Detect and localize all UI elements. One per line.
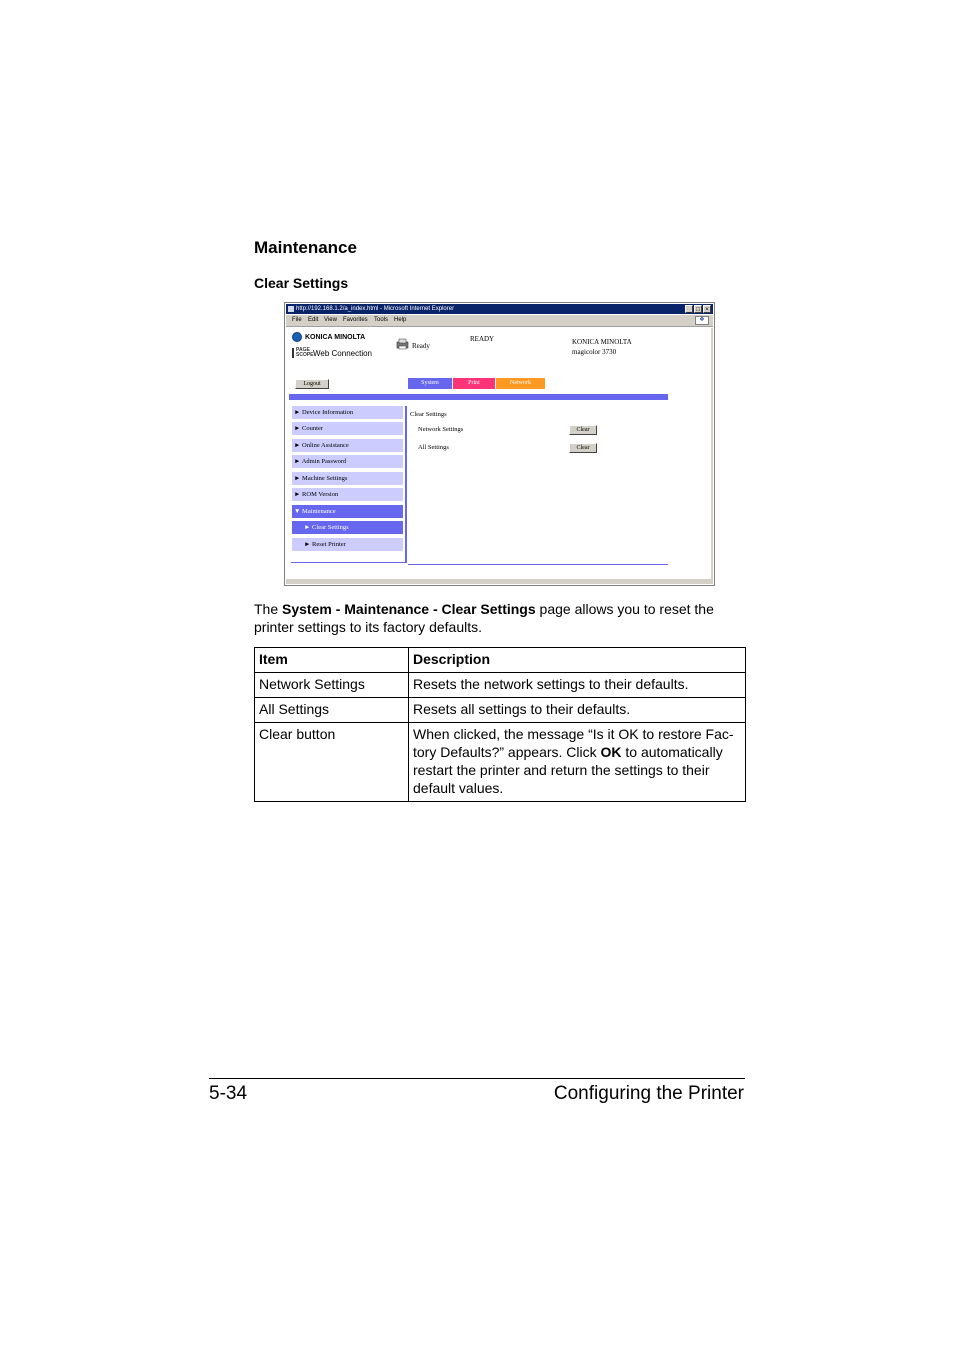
table-row bbox=[255, 698, 746, 723]
browser-statusbar bbox=[286, 579, 713, 584]
close-icon[interactable]: × bbox=[703, 305, 711, 313]
subsection-heading: Clear Settings bbox=[254, 275, 349, 291]
header-description: Description bbox=[409, 648, 746, 673]
browser-screenshot bbox=[284, 302, 715, 586]
menu-tools[interactable]: Tools bbox=[374, 317, 389, 323]
minimize-icon[interactable]: _ bbox=[685, 305, 693, 313]
sidebar-item-machine-settings[interactable]: ► Machine Settings bbox=[292, 472, 403, 485]
status-ready-small: Ready bbox=[412, 342, 430, 350]
cell-description: Resets the network settings to their defaults. bbox=[409, 673, 746, 698]
menu-bar bbox=[286, 315, 713, 327]
cell-item: All Settings bbox=[255, 698, 409, 723]
menu-edit[interactable]: Edit bbox=[308, 317, 319, 323]
cell-item: Clear button bbox=[255, 723, 409, 802]
sidebar-item-clear-settings[interactable]: ► Clear Settings bbox=[292, 521, 403, 534]
window-title: http://192.168.1.2/a_index.html - Microsoft Internet Explorer bbox=[296, 306, 455, 312]
clear-all-settings-button[interactable]: Clear bbox=[569, 443, 597, 453]
sidebar-item-rom-version[interactable]: ► ROM Version bbox=[292, 488, 403, 501]
sidebar-item-reset-printer[interactable]: ► Reset Printer bbox=[292, 538, 403, 551]
content-bottom-divider bbox=[408, 564, 668, 565]
header-item: Item bbox=[255, 648, 409, 673]
logout-button[interactable]: Logout bbox=[295, 379, 329, 389]
pagescope-mark: PAGE SCOPE bbox=[292, 348, 310, 358]
window-titlebar bbox=[286, 304, 713, 314]
header-divider-bar bbox=[289, 394, 668, 400]
sidebar-item-device-information[interactable]: ► Device Information bbox=[292, 406, 403, 419]
web-connection-logo: PAGE SCOPE Web Connection bbox=[292, 348, 372, 358]
tab-network[interactable]: Network bbox=[496, 378, 545, 389]
cell-description: When clicked, the message “Is it OK to restore Fac-tory Defaults?” appears. Click OK to automatically restart the printer and return the settings to their default values. bbox=[409, 723, 746, 802]
ie-icon bbox=[288, 306, 294, 312]
menu-help[interactable]: Help bbox=[394, 317, 407, 323]
paragraph-bold-path: System - Maintenance - Clear Settings bbox=[282, 601, 536, 617]
table-row bbox=[255, 723, 746, 802]
page-number: 5-34 bbox=[209, 1083, 248, 1104]
tab-system[interactable]: System bbox=[408, 378, 452, 389]
row-all-settings-label: All Settings bbox=[418, 444, 449, 451]
browser-viewport bbox=[286, 328, 713, 580]
row-network-settings-label: Network Settings bbox=[418, 426, 464, 433]
scrollbar[interactable] bbox=[711, 328, 713, 580]
globe-icon bbox=[292, 332, 302, 342]
cell-description: Resets all settings to their defaults. bbox=[409, 698, 746, 723]
content-title: Clear Settings bbox=[410, 411, 447, 418]
sidebar-item-counter[interactable]: ► Counter bbox=[292, 422, 403, 435]
printer-model: KONICA MINOLTA magicolor 3730 bbox=[572, 338, 632, 356]
footer-rule bbox=[209, 1078, 745, 1079]
sidebar-nav bbox=[291, 406, 407, 563]
sidebar-item-maintenance[interactable]: ▼ Maintenance bbox=[292, 505, 403, 518]
konica-minolta-logo: KONICA MINOLTA bbox=[292, 332, 365, 342]
menu-view[interactable]: View bbox=[324, 317, 337, 323]
table-header-row bbox=[255, 648, 746, 673]
chapter-title: Configuring the Printer bbox=[553, 1083, 744, 1104]
sidebar-item-admin-password[interactable]: ► Admin Password bbox=[292, 455, 403, 468]
clear-network-settings-button[interactable]: Clear bbox=[569, 425, 597, 435]
status-ready-large: READY bbox=[470, 335, 495, 343]
description-paragraph: The System - Maintenance - Clear Settings page allows you to reset the printer settings to its factory defaults. bbox=[254, 601, 714, 635]
printer-status-icon bbox=[396, 338, 409, 350]
settings-table bbox=[254, 647, 746, 802]
menu-favorites[interactable]: Favorites bbox=[343, 317, 368, 323]
tab-print[interactable]: Print bbox=[453, 378, 495, 389]
menu-file[interactable]: File bbox=[292, 317, 302, 323]
maximize-icon[interactable]: □ bbox=[694, 305, 702, 313]
sidebar-item-online-assistance[interactable]: ► Online Assistance bbox=[292, 439, 403, 452]
cell-item: Network Settings bbox=[255, 673, 409, 698]
section-heading: Maintenance bbox=[254, 238, 357, 257]
windows-logo-icon: ❖ bbox=[695, 316, 709, 325]
table-row bbox=[255, 673, 746, 698]
